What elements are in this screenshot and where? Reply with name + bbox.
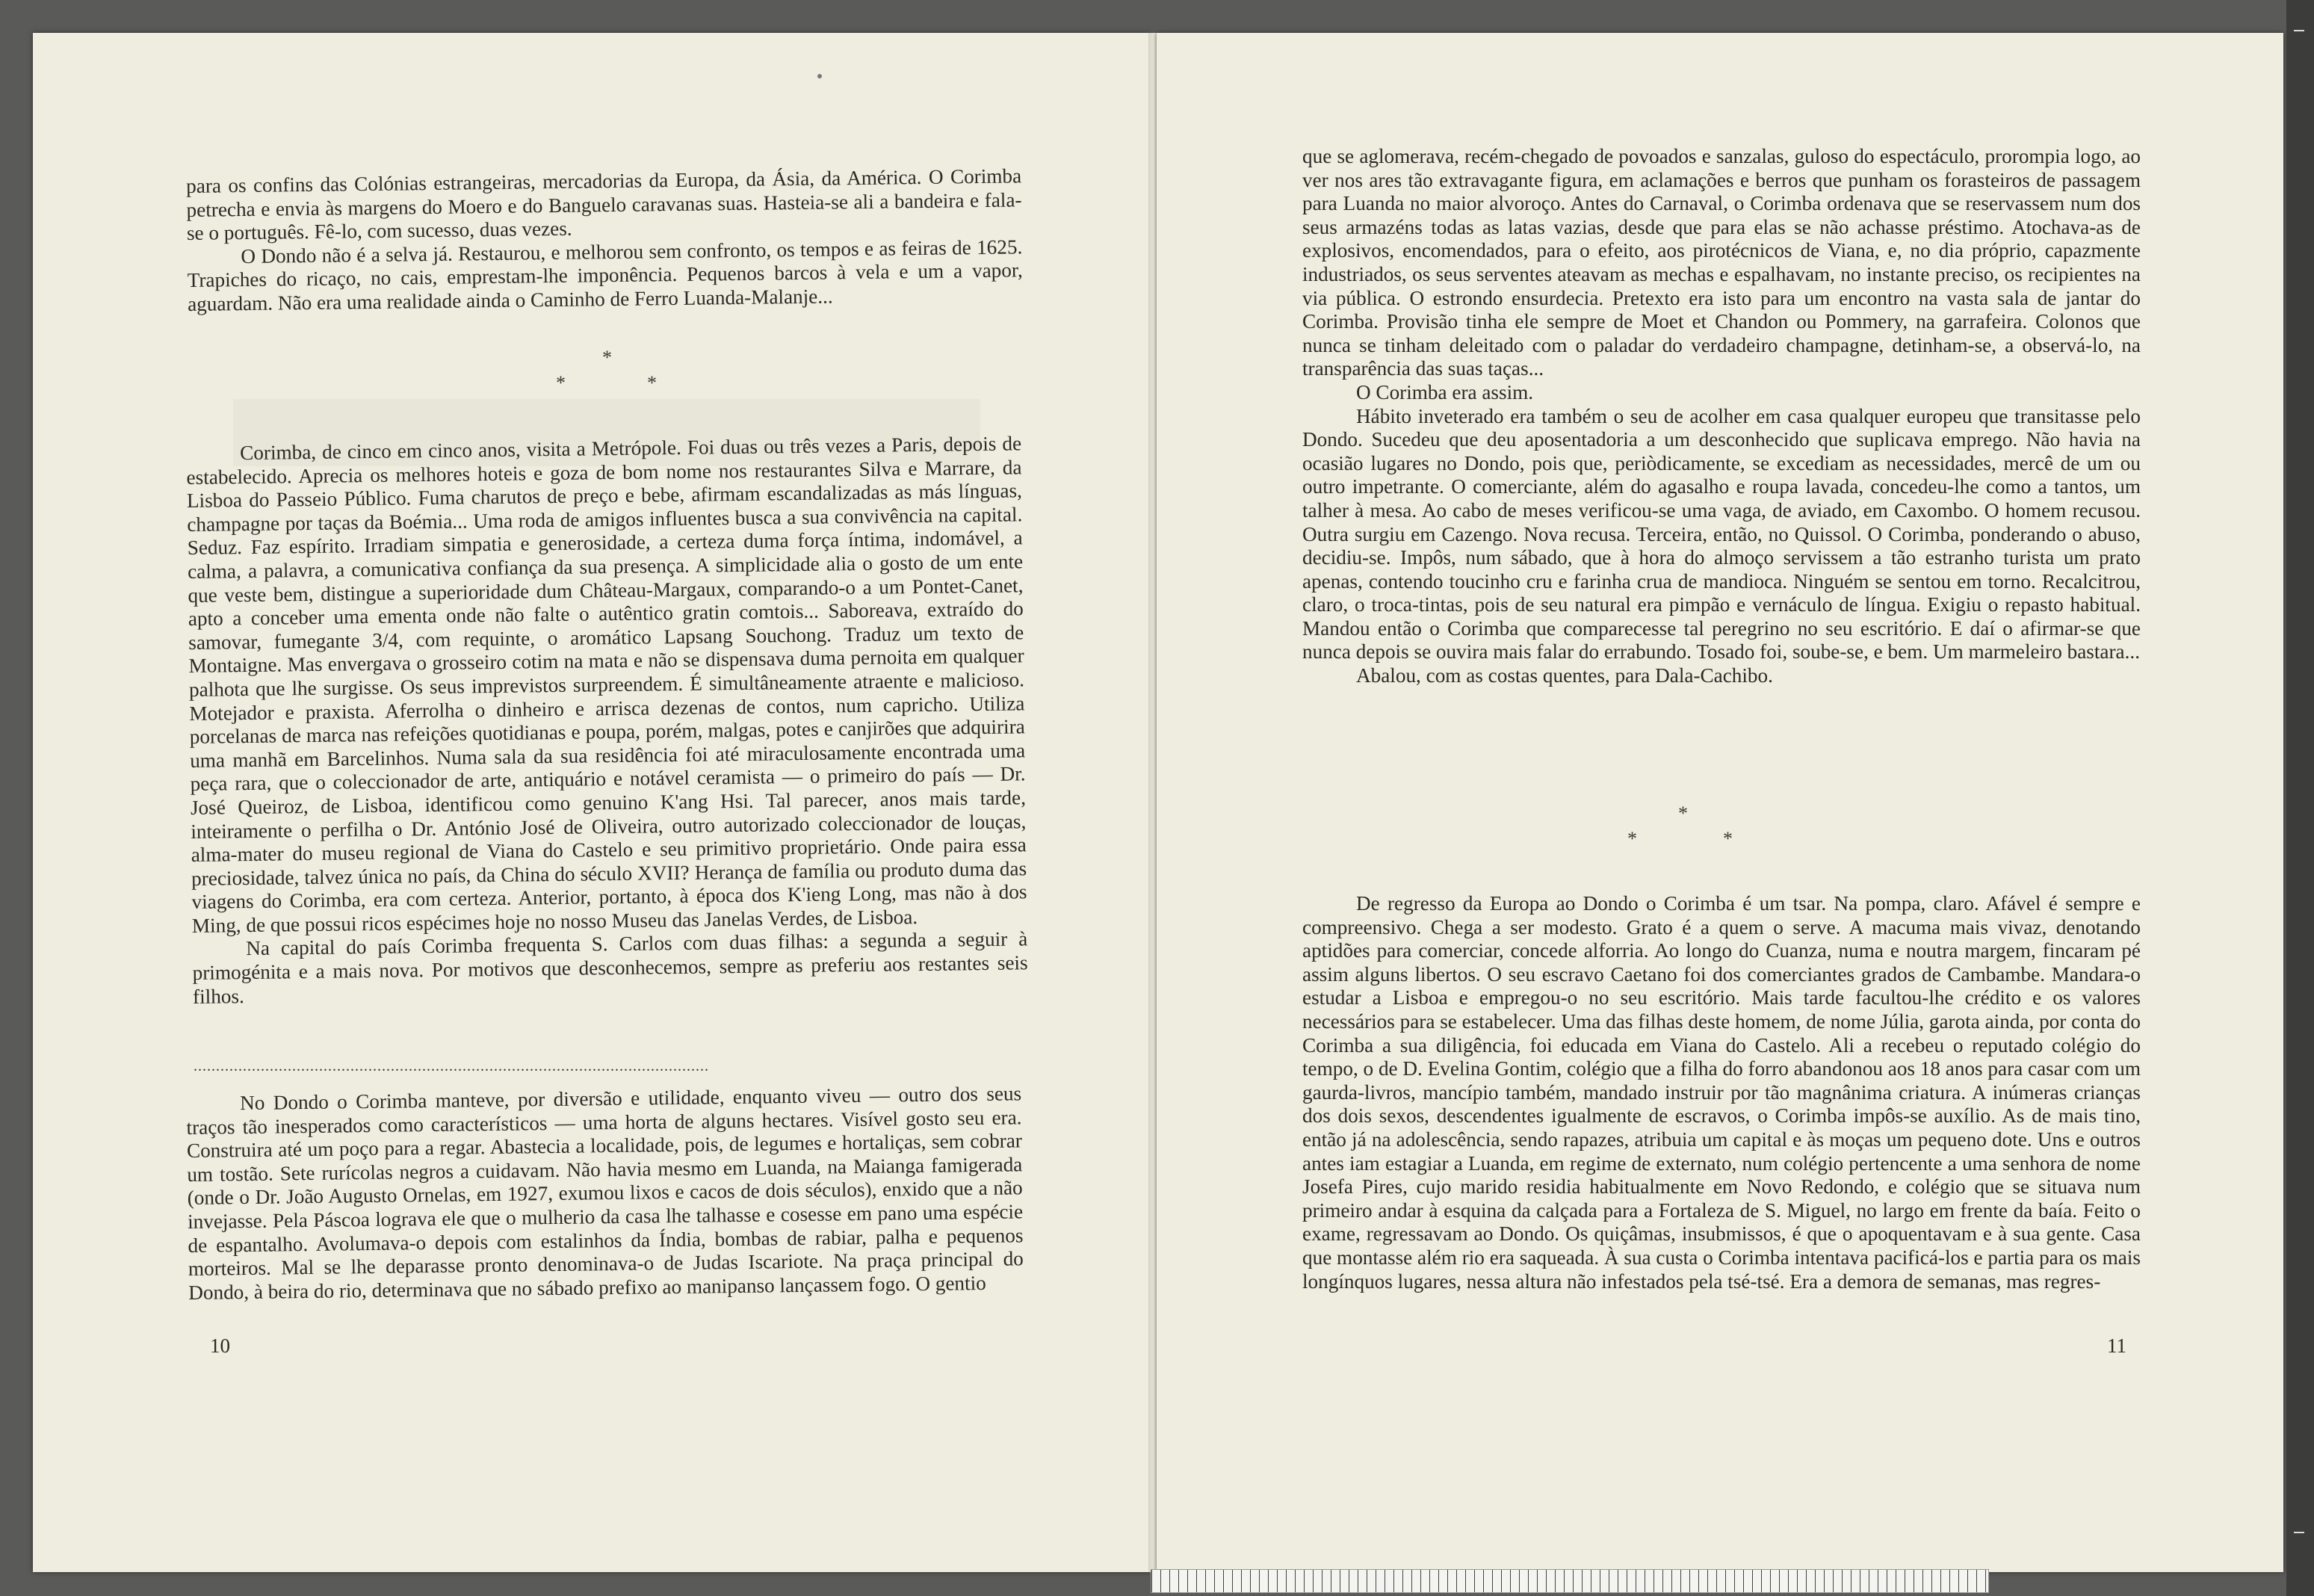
right-paragraph: Abalou, com as costas quentes, para Dala-Cachibo. xyxy=(1356,664,1773,687)
left-paragraph: Corimba, de cinco em cinco anos, visita a Metrópole. Foi duas ou três vezes a Paris, depois de estabelecido. Aprecia os melhores hoteis e goza de bom nome nos restaurantes Silva e Marrare, da Lisboa do Passeio Público. Fuma charutos de preço e bebe, afirmam escandalizadas as más línguas, champagne por taças da Boémia... Uma roda de amigos influentes busca a sua convivência na capital. Seduz. Faz espírito. Irradiam simpatia e generosidade, a certeza duma força íntima, indomável, a calma, a palavra, a comunicativa confiança da sua presença. A simplicidade alia o gosto de um ente que veste bem, distingue a superioridade dum Château-Margaux, comparando-o a um Pontet-Canet, apto a conceber uma ementa onde não falte o autêntico gratin comtois... Saboreava, extraído do samovar, fumegante 3/4, com requinte, o aromático Lapsang Souchong. Traduz um texto de Montaigne. Mas envergava o grosseiro cotim na mata e não se dispensava duma pernoita em qualquer palhota que lhe surgisse. Os seus imprevistos surpreendem. É simultâneamente atraente e malicioso. Motejador e praxista. Aferrolha o dinheiro e arrisca dezenas de contos, num capricho. Utiliza porcelanas de marca nas refeições quotidianas e poupa, porém, malgas, potes e canjirões que adquirira uma manhã em Barcelinhos. Numa sala da sua residência foi até miraculosamente encontrada uma peça rara, que o coleccionador de arte, antiquário e notável ceramista — o primeiro do país — Dr. José Queiroz, de Lisboa, identificou como genuino K'ang Hsi. Tal parecer, anos mais tarde, inteiramente o perfilha o Dr. António José de Oliveira, outro autorizado coleccionador de louças, alma-mater do museu regional de Viana do Castelo e seu primitivo proprietário. Onde paira essa preciosidade, talvez única no país, da China do século XVII? Herança de família ou produto duma das viagens do Corimba, era com certeza. Anterior, portanto, à época dos K'ieng Long, mas não à dos Ming, de que possui ricos espécimes hoje no nosso Museu das Janelas Verdes, de Lisboa. xyxy=(186,432,1027,937)
separator-star: * xyxy=(556,372,566,394)
left-text-top xyxy=(186,164,1023,316)
left-separator xyxy=(556,347,668,394)
page-number: 11 xyxy=(2107,1334,2126,1357)
page-dot-mark xyxy=(817,74,822,78)
left-paragraph: O Dondo não é a selva já. Restaurou, e melhorou sem confronto, os tempos e as feiras de 1625. Trapiches do ricaço, no cais, emprestam-lhe imponência. Pequenos barcos à vela e um a vapor, aguardam. Não era uma realidade ainda o Caminho de Ferro Luanda-Malanje... xyxy=(187,235,1023,315)
separator-star: * xyxy=(1723,828,1733,850)
right-paragraph: De regresso da Europa ao Dondo o Corimba é um tsar. Na pompa, claro. Afável é sempre e compreensivo. Chega a ser modesto. Grato é a quem o serve. A macuma mais vivaz, denotando aptidões para comerciar, concede alforria. Ao longo do Cuanza, numa e noutra margem, fincaram pé assim alguns libertos. O seu escravo Caetano foi dos comerciantes grados de Cambambe. Mandara-o estudar a Lisboa e empregou-o no seu escritório. Mais tarde facultou-lhe crédito e os valores necessários para se estabelecer. Uma das filhas deste homem, de nome Júlia, garota ainda, por conta do Corimba a sua diligência, foi educada em Viana do Castelo. Ali a recebeu o reputado colégio do tempo, o de D. Evelina Gontim, colégio que a filha do forro abandonou aos 18 anos para casar com um gaurda-livros, mancípio também, mandado instruir por tão magnânima criatura. A inúmeras crianças dos dois sexos, descendentes igualmente de escravos, o Corimba impôs-se auxílio. As de mais tino, então já na adolescência, sendo rapazes, atribuia um capital e às moças um pequeno dote. Uns e outros antes iam estagiar a Luanda, em regime de externato, num colégio pertencente a uma senhora de nome Josefa Pires, cujo marido residia habitualmente em Novo Redondo, e colégio que se situava num primeiro andar à esquina da calçada para a Fortaleza de S. Miguel, no largo em frente da baía. Feito o exame, regressavam ao Dondo. Os quiçâmas, insubmissos, é que o apoquentavam e à sua gente. Casa que montasse além rio era saqueada. À sua custa o Corimba intentava pacificá-los e partia para os mais longínquos lugares, nessa altura não infestados pela tsé-tsé. Era a demora de semanas, mas regres- xyxy=(1302,892,2141,1293)
dotted-separator: ................................................................................................................... xyxy=(194,1058,709,1074)
right-text-top xyxy=(1302,145,2141,688)
left-paragraph: No Dondo o Corimba manteve, por diversão e utilidade, enquanto viveu — outro dos seus traços tão inesperados como característicos — uma horta de alguns hectares. Visível gosto seu era. Construira até um poço para a regar. Abastecia a localidade, pois, de legumes e hortaliças, sem cobrar um tostão. Sete rurícolas negros a cuidavam. Não havia mesmo em Luanda, na Maianga famigerada (onde o Dr. João Augusto Ornelas, em 1927, exumou lixos e cacos de dois séculos), enxido que a não invejasse. Pela Páscoa lograva ele que o mulherio da casa lhe talhasse e cosesse em pano uma espécie de espantalho. Avolumava-o depois com estalinhos da Índia, bombas de rabiar, palha e pequenos morteiros. Mal se lhe deparasse pronto denominava-o de Judas Iscariote. Na praça principal do Dondo, à beira do rio, determinava que no sábado prefixo ao manipanso lançassem fogo. O gentio xyxy=(186,1082,1024,1304)
right-paragraph: O Corimba era assim. xyxy=(1356,380,1534,403)
right-paragraph: Hábito inveterado era também o seu de acolher em casa qualquer europeu que transitasse pelo Dondo. Sucedeu que deu aposentadoria a um desconhecido que suplicava emprego. Não havia na ocasião lugares no Dondo, pois que, periòdicamente, se excediam as necessidades, mercê de um ou outro impetrante. O comerciante, além do agasalho e roupa lavada, concedeu-lhe como a tantos, um talher à mesa. Ao cabo de meses verificou-se uma vaga, de aviado, em Caxombo. O homem recusou. Outra surgiu em Cazengo. Nova recusa. Terceira, então, no Quissol. O Corimba, ponderando o abuso, decidiu-se. Impôs, num sábado, que à hora do almoço servissem a tão estranho turista um prato apenas, contendo toucinho cru e farinha crua de mandioca. Ninguém se sentou em torno. Recalcitrou, claro, o troca-tintas, pois de seu natural era pimpão e vernáculo de língua. Exigiu o repasto habitual. Mandou então o Corimba que comparecesse tal peregrino no seu escritório. E daí o afirmar-se que nunca depois se ouvira mais falar do errabundo. Tosado foi, soube-se, e bem. Um marmeleiro bastara... xyxy=(1302,404,2141,664)
scale-ruler xyxy=(1151,1569,1989,1593)
left-text-bottom xyxy=(186,1082,1024,1305)
separator-star: * xyxy=(647,372,657,394)
page-number: 10 xyxy=(210,1334,230,1357)
separator-star: * xyxy=(1678,802,1688,824)
scan-edge-tick xyxy=(2294,30,2304,31)
left-paragraph: Na capital do país Corimba frequenta S. Carlos com duas filhas: a segunda a seguir à primogénita e a mais nova. Por motivos que desconhecemos, sempre as preferiu aos restantes seis filhos. xyxy=(192,927,1028,1008)
right-page xyxy=(1157,33,2283,1572)
left-text-middle xyxy=(186,432,1028,1009)
right-separator xyxy=(1627,802,1739,850)
scan-edge xyxy=(2286,0,2314,1596)
left-paragraph: para os confins das Colónias estrangeiras, mercadorias da Europa, da Ásia, da América. O Corimba petrecha e envia às margens do Moero e do Banguelo caravanas suas. Hasteia-se ali a bandeira e fala-se o português. Fê-lo, com sucesso, duas vezes. xyxy=(186,164,1022,245)
separator-star: * xyxy=(602,347,612,368)
left-page xyxy=(33,33,1151,1572)
separator-star: * xyxy=(1627,828,1637,850)
scan-edge-tick xyxy=(2294,1532,2304,1533)
right-text-bottom xyxy=(1302,892,2141,1293)
right-paragraph: que se aglomerava, recém-chegado de povoados e sanzalas, guloso do espectáculo, prorompia logo, ao ver nos ares tão extravagante figura, em aclamações e berros que punham os forasteiros de passagem para Luanda no maior alvoroço. Antes do Carnaval, o Corimba ordenava que se reservassem num dos seus armazéns todas as latas vazias, desde que para elas se não achasse préstimo. Atochava-as de explosivos, encomendados, para o efeito, aos pirotécnicos de Viana, e, no dia próprio, capazmente industriados, os seus serventes ateavam as mechas e espalhavam, no instante preciso, os recipientes na via pública. O estrondo ensurdecia. Pretexto era isto para um encontro na vasta sala de jantar do Corimba. Provisão tinha ele sempre de Moet et Chandon ou Pommery, na garrafeira. Colonos que nunca se tinham deleitado com o paladar do verdadeiro champagne, detinham-se, a observá-lo, na transparência das suas taças... xyxy=(1302,145,2141,380)
